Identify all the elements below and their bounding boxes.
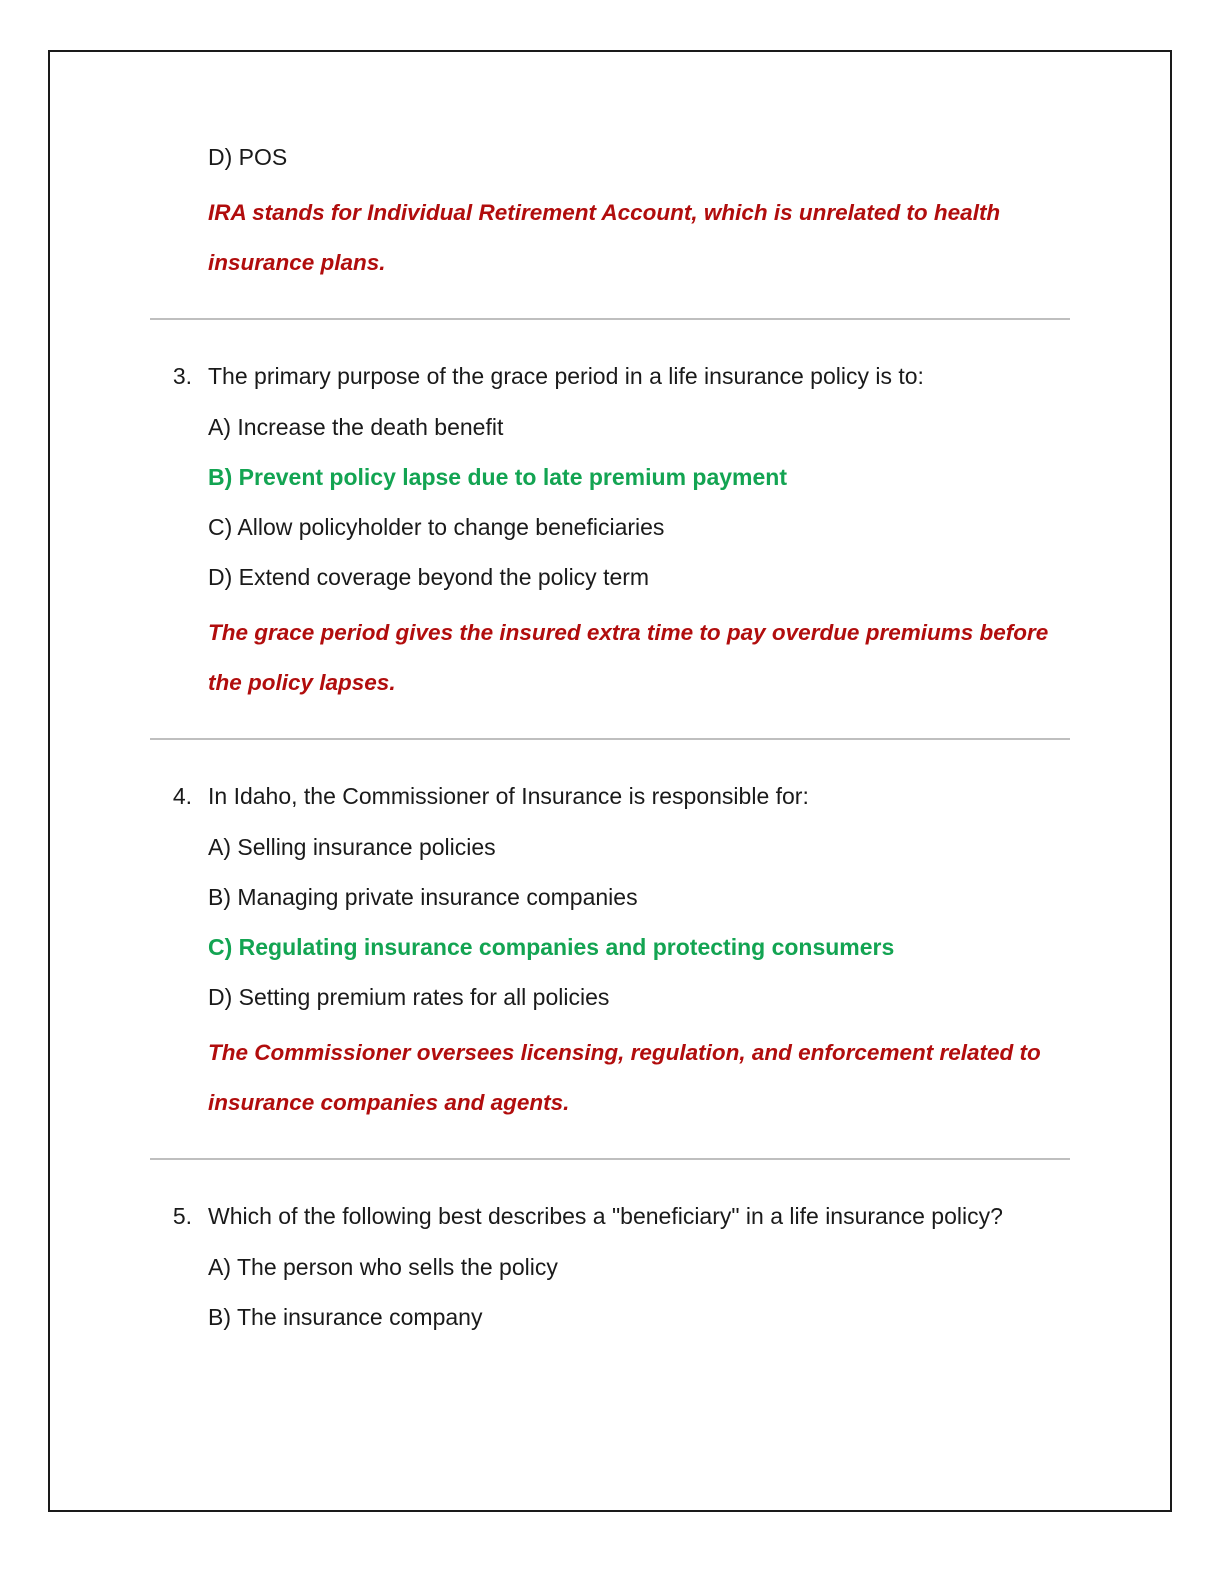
question-3-option-c: C) Allow policyholder to change beneficiaries [208, 514, 665, 540]
question-3-option-b: B) Prevent policy lapse due to late premium payment [208, 464, 787, 490]
option-d-pos: D) POS [208, 144, 288, 170]
question-4-stem: In Idaho, the Commissioner of Insurance is responsible for: [208, 783, 809, 809]
section-divider [150, 738, 1070, 740]
question-5-option-a: A) The person who sells the policy [208, 1254, 558, 1280]
question-4-stem-row [150, 770, 1074, 822]
question-3-number: 3. [172, 363, 192, 389]
question-4-number: 4. [172, 783, 192, 809]
question-3-stem: The primary purpose of the grace period in a life insurance policy is to: [208, 363, 924, 389]
section-divider [150, 1158, 1070, 1160]
question-3-option-d: D) Extend coverage beyond the policy term [208, 564, 650, 590]
question-5-option-b: B) The insurance company [208, 1304, 483, 1330]
question-3-stem-row [150, 350, 1074, 402]
question-4 [150, 770, 1074, 1128]
question-5 [150, 1190, 1074, 1342]
question-5-stem-row [150, 1190, 1074, 1242]
question-5-number: 5. [172, 1203, 192, 1229]
document-page [48, 50, 1172, 1512]
question-fragment-top [150, 132, 1074, 288]
question-4-explanation: The Commissioner oversees licensing, regulation, and enforcement related to insurance companies and agents. [208, 1040, 1041, 1115]
question-3-explanation: The grace period gives the insured extra time to pay overdue premiums before the policy lapses. [208, 620, 1049, 695]
question-4-option-d: D) Setting premium rates for all policies [208, 984, 610, 1010]
question-3-option-a: A) Increase the death benefit [208, 414, 504, 440]
question-4-option-b: B) Managing private insurance companies [208, 884, 638, 910]
question-4-option-a: A) Selling insurance policies [208, 834, 496, 860]
question-5-stem: Which of the following best describes a "beneficiary" in a life insurance policy? [208, 1203, 1003, 1229]
explanation-text: IRA stands for Individual Retirement Account, which is unrelated to health insurance plans. [208, 200, 1001, 275]
page-content [150, 132, 1074, 1342]
section-divider [150, 318, 1070, 320]
question-3 [150, 350, 1074, 708]
question-4-option-c: C) Regulating insurance companies and protecting consumers [208, 934, 895, 960]
